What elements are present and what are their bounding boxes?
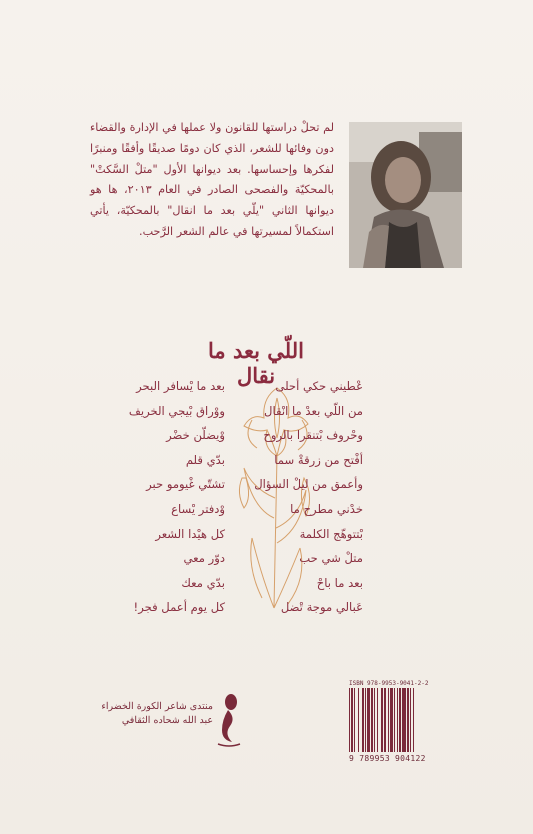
barcode-number: 9 789953 904122 bbox=[349, 754, 426, 763]
poem-line: متلْ شي حب bbox=[299, 551, 363, 566]
poem-line: وْيضلّن خضْر bbox=[166, 428, 225, 443]
poem-line: بعد ما باحْ bbox=[316, 575, 363, 590]
poem-line: من اللّي بعدْ ما انْقال bbox=[264, 403, 363, 418]
poem-line: وحْروف بْتنقرا بالروح bbox=[263, 428, 363, 443]
poem-line: وْدفتر يْساع bbox=[171, 501, 225, 516]
publisher-line-1: منتدى شاعر الكورة الخضراء bbox=[101, 701, 213, 712]
poem-left-column bbox=[100, 374, 225, 620]
poem-line: خدْني مطرح ما bbox=[290, 501, 363, 516]
poem-line: ووْراق بْيجي الخريف bbox=[128, 403, 225, 418]
poem-line: أفْتح من زرقةْ سما bbox=[274, 452, 363, 467]
publisher-name bbox=[95, 700, 213, 728]
poem-line: دوّر معي bbox=[183, 551, 225, 566]
poem-line: كل هيْدا الشعر bbox=[155, 526, 225, 541]
barcode-bar bbox=[414, 688, 415, 752]
publisher-line-2: عبد الله شحاده الثقافي bbox=[121, 715, 213, 726]
author-bio bbox=[90, 118, 334, 243]
poem-line: بْتتوهّج الكلمة bbox=[299, 526, 363, 541]
poem-line: عْطيني حكي أحلى bbox=[275, 379, 363, 393]
poem-line: بدّي معك bbox=[181, 575, 225, 590]
isbn-label: ISBN 978-9953-9041-2-2 bbox=[349, 680, 429, 687]
publisher-logo-icon bbox=[214, 690, 244, 750]
poem-title: اللّي بعد ما نقال bbox=[208, 338, 304, 388]
author-photo bbox=[349, 122, 462, 268]
poem-line: بدّي قلم bbox=[185, 452, 225, 467]
poem-line: وأعمق من ليلْ السؤال bbox=[254, 477, 363, 492]
barcode bbox=[349, 688, 449, 752]
author-bio-text: لم تحلْ دراستها للقانون ولا عملها في الإدارة والقضاء دون وفائها للشعر، الذي كان دومًا صديقًا وأفقًا ومنبرًا لفكرها وإحساسها. بعد ديوانها الأول "متلْ السَّكتْ" بالمحكيّة والفصحى الصادر في العام ٢٠١٣، ها هو ديوانها الثاني "يلّي بعد ما انقال" بالمحكيّة، يأتي استكمالاً لمسيرتها في عالم الشعر الرَّحب. bbox=[90, 121, 334, 238]
poem-line: كل يوم أعمل فجر! bbox=[133, 600, 225, 615]
poem-line: عَبالي موجة تْضل bbox=[280, 600, 363, 615]
poem-line: تشتّي غْيومو حبر bbox=[146, 477, 225, 492]
poem-right-column bbox=[243, 374, 363, 620]
poem-line: بعد ما يْسافر البحر bbox=[136, 379, 225, 393]
